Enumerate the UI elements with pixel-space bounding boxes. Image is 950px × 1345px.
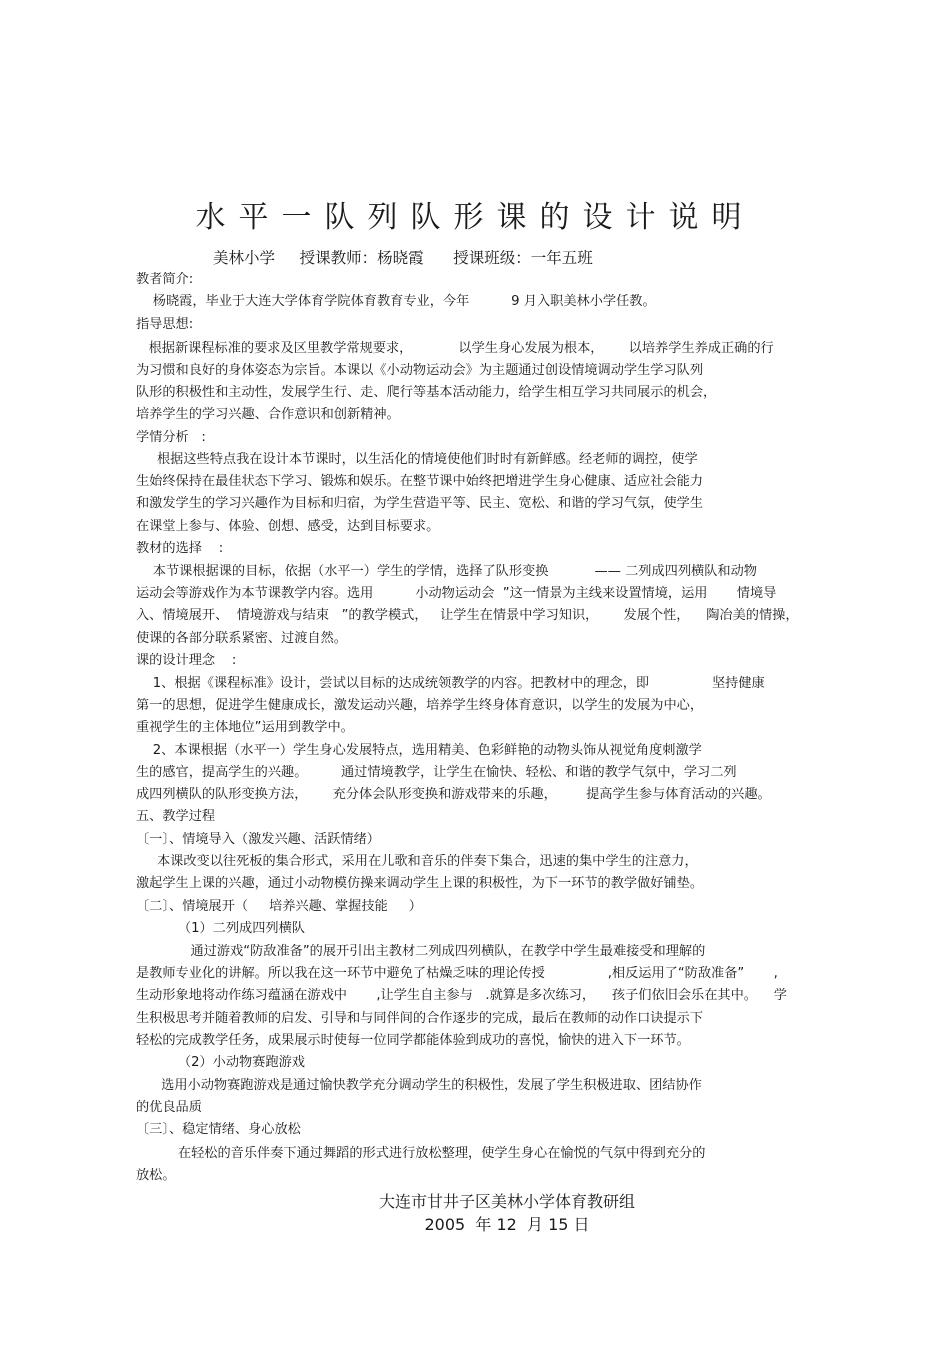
text-line: 为习惯和良好的身体姿态为宗旨。本课以《小动物运动会》为主题通过创设情境调动学生学习队列: [136, 363, 704, 378]
text-line: （2）小动物赛跑游戏: [136, 1055, 305, 1070]
text-line: 本课改变以往死板的集合形式，采用在儿歌和音乐的伴奏下集合，迅速的集中学生的注意力，: [136, 854, 698, 869]
section-heading: 〔三〕、稳定情绪、身心放松: [136, 1122, 301, 1137]
text-line: 入、情境展开、 情境游戏与结束 ”的教学模式， 让学生在情景中学习知识， 发展个性， 陶冶美的情操，: [136, 608, 799, 623]
section-heading: 〔一〕、情境导入（激发兴趣、活跃情绪）: [136, 832, 380, 847]
text-line: 杨晓霞，毕业于大连大学体育学院体育教育专业，今年 9 月入职美林小学任教。: [136, 294, 656, 309]
subtitle: 美林小学 授课教师：杨晓霞 授课班级：一年五班: [213, 249, 593, 267]
text-line: 生积极思考并随着教师的启发、引导和与同伴间的合作逐步的完成，最后在教师的动作口诀提示下: [136, 1011, 704, 1026]
text-line: 轻松的完成教学任务，成果展示时使每一位同学都能体验到成功的喜悦，愉快的进入下一环节。: [136, 1033, 690, 1048]
text-line: 第一的思想，促进学生健康成长，激发运动兴趣，培养学生终身体育意识，以学生的发展为中心，: [136, 698, 704, 713]
text-line: 激起学生上课的兴趣，通过小动物模仿操来调动学生上课的积极性，为下一环节的教学做好铺垫。: [136, 876, 704, 891]
text-line: 生始终保持在最佳状态下学习、锻炼和娱乐。在整节课中始终把增进学生身心健康、适应社会能力: [136, 474, 704, 489]
text-line: 成四列横队的队形变换方法， 充分体会队形变换和游戏带来的乐趣， 提高学生参与体育活动的兴趣。: [136, 787, 771, 802]
section-heading: 教者简介:: [136, 272, 194, 287]
text-line: 生的感官，提高学生的兴趣。 通过情境教学，让学生在愉快、轻松、和谐的教学气氛中，学习二列: [136, 765, 737, 780]
text-line: （1）二列成四列横队: [136, 921, 305, 936]
text-line: 在课堂上参与、体验、创想、感受，达到目标要求。: [136, 519, 440, 534]
section-heading: 教材的选择 :: [136, 541, 224, 556]
section-heading: 学情分析 :: [136, 430, 206, 445]
section-heading: 指导思想:: [136, 317, 194, 332]
text-line: 放松。: [136, 1168, 176, 1183]
page-title: 水平一队列队形课的设计说明: [195, 200, 755, 235]
text-line: 根据新课程标准的要求及区里教学常规要求， 以学生身心发展为根本， 以培养学生养成正确的行: [136, 341, 774, 356]
text-line: 通过游戏“防敌准备”的展开引出主教材二列成四列横队，在教学中学生最难接受和理解的: [136, 944, 706, 959]
text-line: 生动形象地将动作练习蕴涵在游戏中 ,让学生自主参与 .就算是多次练习， 孩子们依旧会乐在其中。 学: [136, 988, 787, 1003]
text-line: 培养学生的学习兴趣、合作意识和创新精神。: [136, 407, 400, 422]
footer-date: 2005 年 12 月 15 日: [424, 1215, 590, 1234]
text-line: 本节课根据课的目标，依据（水平一）学生的学情，选择了队形变换 —— 二列成四列横队和动物: [136, 564, 757, 579]
text-line: 队形的积极性和主动性，发展学生行、走、爬行等基本活动能力，给学生相互学习共同展示的机会，: [136, 385, 717, 400]
section-heading: 五、教学过程: [136, 809, 216, 824]
text-line: 在轻松的音乐伴奏下通过舞蹈的形式进行放松整理，使学生身心在愉悦的气氛中得到充分的: [136, 1146, 706, 1161]
text-line: 的优良品质: [136, 1100, 202, 1115]
text-line: 使课的各部分联系紧密、过渡自然。: [136, 631, 347, 646]
text-line: 和激发学生的学习兴趣作为目标和归宿，为学生营造平等、民主、宽松、和谐的学习气氛，使学生: [136, 496, 704, 511]
section-heading: 课的设计理念 :: [136, 653, 237, 668]
text-line: 根据这些特点我在设计本节课时，以生活化的情境使他们时时有新鲜感。经老师的调控，使学: [136, 452, 698, 467]
text-line: 是教师专业化的讲解。所以我在这一环节中避免了枯燥乏味的理论传授 ,相反运用了“防敌准备” ,: [136, 966, 778, 981]
text-line: 选用小动物赛跑游戏是通过愉快教学充分调动学生的积极性，发展了学生积极进取、团结协作: [136, 1078, 702, 1093]
section-heading: 〔二〕、情境展开（ 培养兴趣、掌握技能 ）: [136, 899, 422, 914]
text-line: 2、本课根据（水平一）学生身心发展特点，选用精美、色彩鲜艳的动物头饰从视觉角度刺激学: [136, 743, 702, 758]
footer-organization: 大连市甘井子区美林小学体育教研组: [378, 1192, 635, 1211]
text-line: 重视学生的主体地位”运用到教学中。: [136, 720, 354, 735]
text-line: 运动会等游戏作为本节课教学内容。选用 小动物运动会 ”这一情景为主线来设置情境，运用 情境导: [136, 586, 777, 601]
text-line: 1、根据《课程标准》设计，尝试以目标的达成统领教学的内容。把教材中的理念，即 坚持健康: [136, 676, 765, 691]
